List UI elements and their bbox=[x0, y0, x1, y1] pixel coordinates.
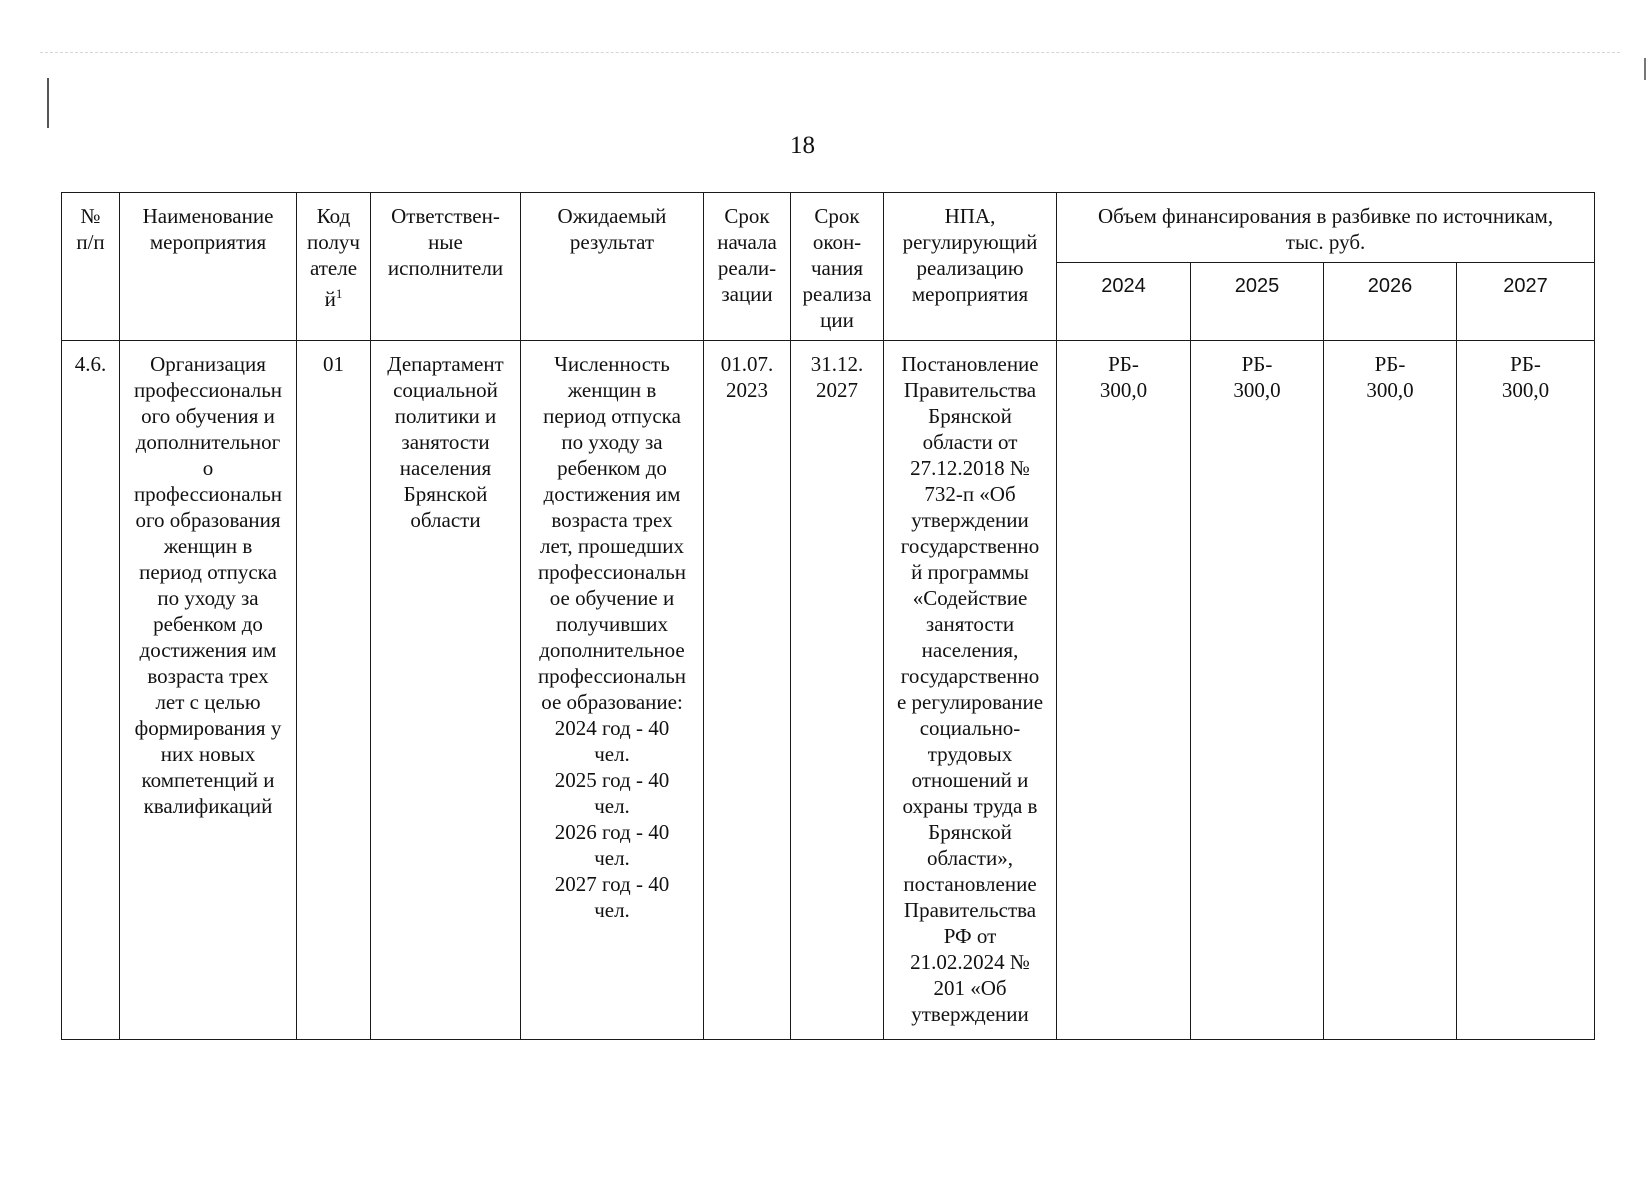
cell-start: 01.07. 2023 bbox=[704, 341, 791, 1040]
header-npa: НПА, регулирующий реализацию мероприятия bbox=[884, 193, 1057, 341]
table-row bbox=[62, 341, 1595, 1040]
cell-result: Численность женщин в период отпуска по уходу за ребенком до достижения им возраста трех лет, прошедших профессиональн ое обучение и получивших дополнительное профессиональн ое образование: 2024 год - 40 чел. 2025 год - 40 чел. 2026 год - 40 чел. 2027 год - 40 чел. bbox=[521, 341, 704, 1040]
header-start: Срок начала реали- зации bbox=[704, 193, 791, 341]
cell-funding-2026: РБ- 300,0 bbox=[1324, 341, 1457, 1040]
cell-num: 4.6. bbox=[62, 341, 120, 1040]
scan-artifact-mark bbox=[47, 78, 49, 128]
cell-executors: Департамент социальной политики и занятости населения Брянской области bbox=[371, 341, 521, 1040]
cell-end: 31.12. 2027 bbox=[791, 341, 884, 1040]
header-result: Ожидаемый результат bbox=[521, 193, 704, 341]
cell-funding-2025: РБ- 300,0 bbox=[1191, 341, 1324, 1040]
header-num: № п/п bbox=[62, 193, 120, 341]
header-code bbox=[297, 193, 371, 341]
header-year: 2025 bbox=[1191, 263, 1324, 341]
header-executors: Ответствен- ные исполнители bbox=[371, 193, 521, 341]
cell-funding-2024: РБ- 300,0 bbox=[1057, 341, 1191, 1040]
header-year: 2024 bbox=[1057, 263, 1191, 341]
cell-code: 01 bbox=[297, 341, 371, 1040]
cell-name: Организация профессиональн ого обучения и дополнительног о профессиональн ого образования женщин в период отпуска по уходу за ребенком до достижения им возраста трех лет с целью формирования у них новых компетенций и квалификаций bbox=[120, 341, 297, 1040]
table-header-row bbox=[62, 193, 1595, 263]
header-funding: Объем финансирования в разбивке по источникам, тыс. руб. bbox=[1057, 193, 1595, 263]
page-number: 18 bbox=[790, 132, 815, 159]
activity-table bbox=[61, 192, 1595, 1040]
header-end: Срок окон- чания реализа ции bbox=[791, 193, 884, 341]
scan-artifact-mark bbox=[1644, 58, 1646, 80]
header-year: 2027 bbox=[1457, 263, 1595, 341]
header-code-footnote: 1 bbox=[335, 286, 343, 301]
cell-npa: Постановление Правительства Брянской области от 27.12.2018 № 732-п «Об утверждении государственно й программы «Содействие занятости населения, государственно е регулирование социально- трудовых отношений и охраны труда в Брянской области», постановление Правительства РФ от 21.02.2024 № 201 «Об утверждении bbox=[884, 341, 1057, 1040]
header-year: 2026 bbox=[1324, 263, 1457, 341]
scan-artifact-line bbox=[40, 52, 1620, 53]
cell-funding-2027: РБ- 300,0 bbox=[1457, 341, 1595, 1040]
header-code-text: Код получ ателе й bbox=[306, 204, 360, 311]
header-name: Наименование мероприятия bbox=[120, 193, 297, 341]
